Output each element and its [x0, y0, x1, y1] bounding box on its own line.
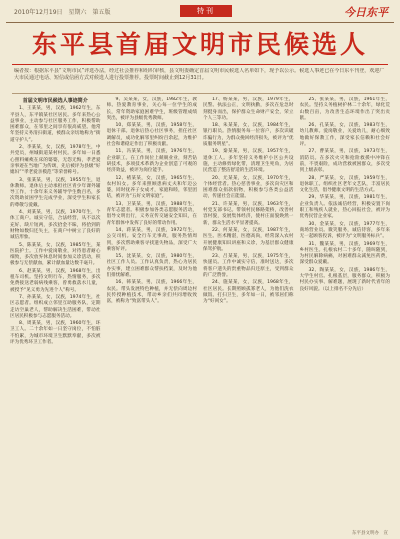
column-3 [203, 97, 294, 533]
candidate-paragraph: 8、周某某，男，汉族，1960年生，环卫工人。二十余年如一日坚守岗位，不怕脏不怕累，为城市环境卫生默默奉献，多次被评为优秀环卫工作者。 [10, 321, 101, 345]
section-subheading: 首届文明市民候选人事迹简介 [22, 98, 88, 104]
footer-credit: 东平县文明办 宣 [352, 531, 388, 536]
issue-date: 2010年12月19日 星期六 第五版 [14, 9, 111, 16]
headline-rule [12, 64, 388, 65]
section-badge: 特刊 [180, 5, 232, 17]
candidate-paragraph: 12、褚某某，女，汉族，1965年生，农村妇女。多年来照顾患病丈夫和年迈公婆，同时抚养子女成才，家庭和睦，邻里团结，被评为“五好文明家庭”。 [106, 175, 197, 200]
candidate-paragraph: 9、吴某某，女，汉族，1982年生，教师。热爱教育事业，关心每一位学生的成长，常年资助家庭困难学生，班级管理成绩突出，被评为县级优秀教师。 [106, 97, 197, 121]
column-1 [10, 97, 101, 533]
candidate-paragraph: 14、蒋某某，男，汉族，1972年生，公交司机。安全行车无事故，服务热情周到，多次帮助乘客寻找遗失物品，深受广大乘客好评。 [106, 227, 197, 252]
candidate-paragraph: 10、郑某某，男，汉族，1958年生，退休干部。退休后热心社区事务，担任社区调解员，成功化解邻里纠纷百余起，为维护社会和谐稳定作出了积极贡献。 [106, 123, 197, 148]
candidate-paragraph: 18、朱某某，女，汉族，1984年生，银行职员。热情服务每一位客户，多次识破诈骗行为，为群众挽回经济损失，被评为“优质服务明星”。 [203, 123, 294, 148]
column-2 [107, 97, 198, 533]
masthead [6, 4, 394, 22]
candidate-paragraph: 31、魏某某，男，汉族，1969年生，乡村医生。扎根农村二十多年，随叫随到，为村民解除病痛，对困难群众减免医药费，深受群众爱戴。 [299, 241, 390, 266]
candidate-paragraph: 4、刘某某，男，汉族，1970年生，个体工商户。诚实守信，合法经营，从不以次充好、缺斤短两，多次拾金不昧，将拾到的财物如数归还失主，在商户中树立了良好的诚信形象。 [10, 210, 101, 241]
candidate-paragraph: 30、金某某，女，汉族，1977年生，商场营业员。微笑服务，诚信待客，多年来无一起顾客投诉，被评为“文明服务标兵”。 [299, 221, 390, 240]
candidate-paragraph: 28、严某某，女，汉族，1959年生，退休职工。组织社区老年文艺队，丰富居民文化生活，倡导健康文明的生活方式。 [299, 175, 390, 194]
candidate-paragraph: 11、冯某某，男，汉族，1976年生，企业职工。在工作岗位上兢兢业业，刻苦钻研技术，多项技术革新为企业创造了可观的经济效益，被评为岗位能手。 [106, 149, 197, 174]
candidate-paragraph: 1、王某某，男，汉族，1962年生，东平县人，东平镇某社区居民。多年来热心公益事业，主动参与社区服务工作，积极帮助困难群众，在邻里之间享有很高威望。他常年坚持义务清扫街道，被群众亲切地称为“街道守护人”。 [10, 106, 101, 143]
candidate-paragraph: 26、孔某某，女，汉族，1983年生，幼儿教师。爱岗敬业，关爱幼儿，耐心细致地做好保教工作，深受家长信赖和社会好评。 [299, 123, 390, 148]
candidate-paragraph: 22、何某某，女，汉族，1987年生，医生。医术精湛，医德高尚，经常深入农村开展健康知识讲座和义诊，为基层群众健康保驾护航。 [203, 227, 294, 252]
intro-rule [12, 93, 388, 94]
candidate-paragraph: 20、尤某某，女，汉族，1970年生，个体经营者。热心慈善事业，多次向灾区和困难群众捐款捐物，积极参与各类公益活动，传递社会正能量。 [203, 175, 294, 200]
masthead-rule [6, 22, 394, 23]
candidate-paragraph: 21、许某某，男，汉族，1963年生，村党支部书记。带领村民修路架桥，改善村容村貌，发展集体经济，使村庄面貌焕然一新，群众生活水平显著提高。 [203, 201, 294, 226]
candidate-paragraph: 15、沈某某，女，汉族，1980年生，社区工作人员。工作认真负责，热心为居民办实事，建立困难群众帮扶档案，及时为他们排忧解难。 [106, 254, 197, 279]
candidate-paragraph: 6、赵某某，男，汉族，1968年生，出租车司机。坚持文明行车，热情服务，多次免费接送老弱病残乘客，曾勇救落水儿童，被授予“见义勇为先进个人”称号。 [10, 268, 101, 293]
candidate-paragraph: 3、张某某，男，汉族，1955年生，退休教师。退休后主动承担社区青少年课外辅导工作，十余年来义务辅导学生数百名，多次资助贫困学生完成学业，深受学生和家长的尊敬与爱戴。 [10, 177, 101, 208]
newspaper-logo: 今日东平 [344, 6, 388, 19]
candidate-paragraph: 17、杨某某，男，汉族，1979年生，民警。执法公正，文明执勤，多次在危急时刻挺身而出，保护群众生命财产安全，荣立个人三等功。 [203, 97, 294, 121]
candidate-paragraph: 5、陈某某，女，汉族，1985年生，某医院护士。工作中爱岗敬业，对待患者耐心细致，多次放弃休息时间参加义诊活动，积极参与无偿献血，累计献血量达数千毫升。 [10, 242, 101, 267]
headline: 东平县首届文明市民候选人 [31, 30, 368, 59]
candidate-paragraph: 29、华某某，男，汉族，1981年生，企业负责人。依法诚信经营，积极安置下岗职工和残疾人就业，热心回报社会，被评为优秀民营企业家。 [299, 195, 390, 220]
candidate-paragraph: 19、秦某某，男，汉族，1957年生，退休工人。多年坚持义务维护小区公共设施，主动修剪绿化带，清理卫生死角，为居民营造了整洁舒适的生活环境。 [203, 149, 294, 174]
editor-note: 编者按：根据东平县“文明市民”评选办法，经过社会推荐和组织审核，县文明委确定首届文明市民候选人名单如下，现予以公示。候选人事迹已在今日东平刊登，欢迎广大市民通过电话、短信或信函方式对候选人进行投票推荐。投票时间截止到12月31日。 [14, 68, 385, 81]
candidate-paragraph: 24、施某某，女，汉族，1968年生，社区居民。长期照顾孤寡老人，为他们洗衣做饭、打扫卫生，多年如一日，被邻居们称为“好闺女”。 [203, 280, 294, 305]
candidate-paragraph: 25、张某某，男，汉族，1961年生，农民。坚持义务植树护林二十余年，绿化荒山数百亩，为改善生态环境作出了突出贡献。 [299, 97, 390, 121]
candidate-paragraph: 23、吕某某，男，汉族，1975年生，快递员。工作中诚实守信，准时送达，多次将客户遗失的贵重物品归还原主，受到群众的广泛赞誉。 [203, 254, 294, 279]
candidate-paragraph: 27、曹某某，男，汉族，1973年生，消防员。在多次火灾和抢险救援中冲锋在前，不畏艰险，成功营救被困群众，多次受到上级表彰。 [299, 149, 390, 174]
candidate-paragraph: 16、韩某某，男，汉族，1966年生，农民。带头发展特色种植，并无偿向周边村民传授种植技术，带动乡亲们共同增收致富，被称为“致富带头人”。 [106, 280, 197, 305]
column-4 [300, 97, 391, 533]
candidate-paragraph: 7、孙某某，女，汉族，1974年生，社区志愿者。组织成立邻里互助服务队，定期走访空巢老人，帮助解决生活困难，带动社区居民积极参与志愿服务活动。 [10, 294, 101, 319]
candidate-paragraph: 13、卫某某，男，汉族，1988年生，青年志愿者。积极参加各类志愿服务活动，倡导文明出行，义务宣传交通安全知识，在青年群体中发挥了良好的带动作用。 [106, 201, 197, 226]
candidate-paragraph: 2、李某某，女，汉族，1978年生，中共党员，州城街道某村村民。多年如一日悉心照料瘫痪在床的婆婆，无怨无悔，孝老爱亲事迹在当地广为传颂，先后被评为县级“好媳妇”“孝老爱亲模范”等荣誉称号。 [10, 145, 101, 176]
article-columns [10, 97, 390, 533]
candidate-paragraph: 32、陶某某，女，汉族，1986年生，大学生村官。扎根基层，服务群众，积极为村民办实事、解难题，展现了新时代青年的良好风貌。（以上排名不分先后） [299, 267, 390, 292]
